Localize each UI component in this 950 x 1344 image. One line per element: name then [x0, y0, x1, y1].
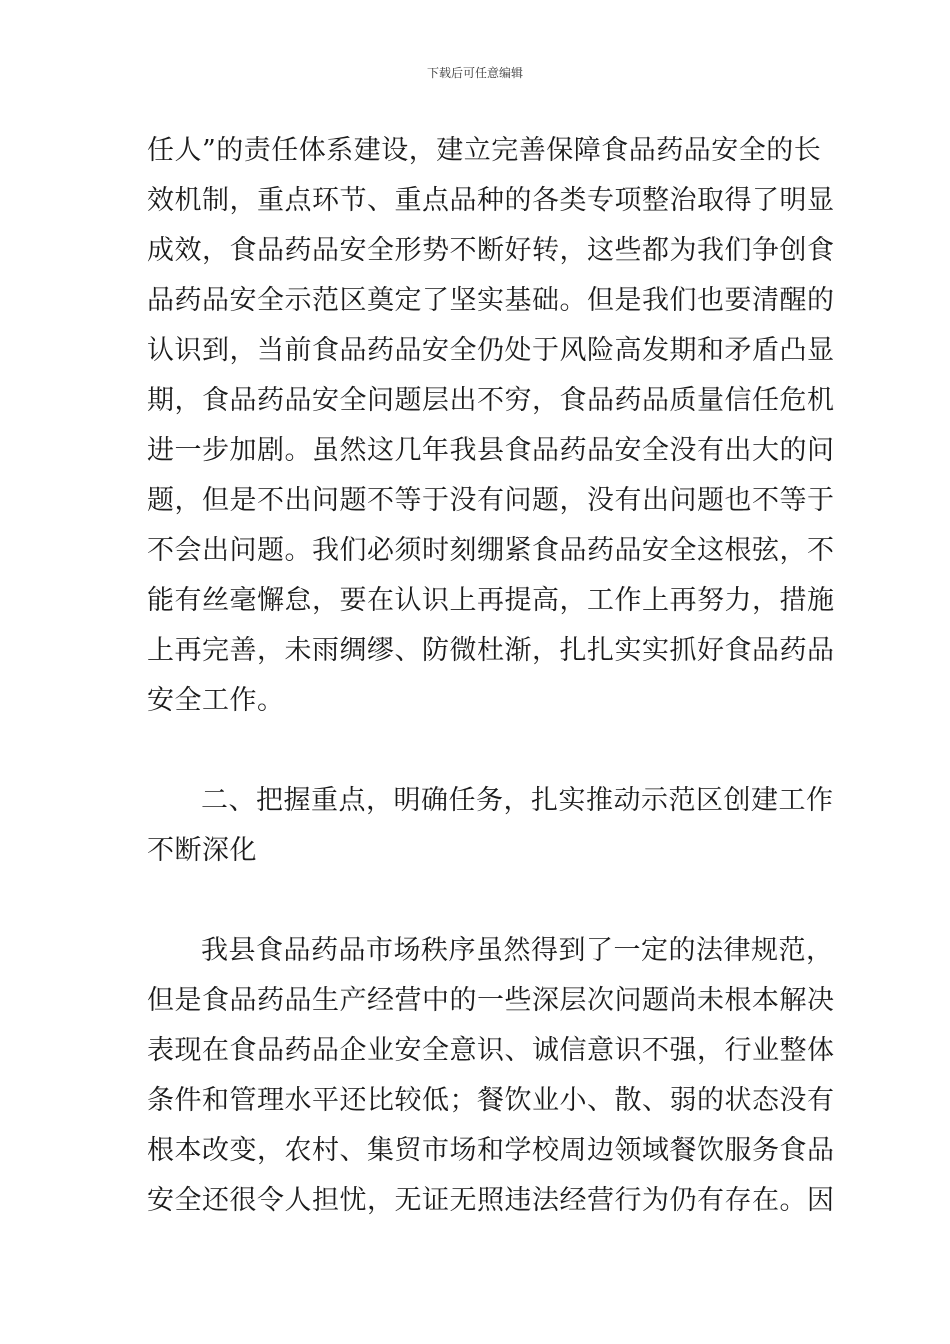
heading-line: 二、把握重点，明确任务，扎实推动示范区创建工作: [201, 785, 834, 816]
heading-line: 不断深化: [147, 835, 257, 866]
text-line: 任人”的责任体系建设，建立完善保障食品药品安全的长: [147, 135, 822, 166]
text-line: 期，食品药品安全问题层出不穷，食品药品质量信任危机: [147, 385, 835, 416]
paragraph-gap: [147, 876, 807, 926]
text-line: 成效，食品药品安全形势不断好转，这些都为我们争创食: [147, 235, 835, 266]
section-heading: [147, 776, 834, 876]
text-line: 表现在食品药品企业安全意识、诚信意识不强，行业整体: [147, 1035, 835, 1066]
text-line: 安全还很令人担忧，无证无照违法经营行为仍有存在。因: [147, 1185, 835, 1216]
document-body: [147, 126, 835, 1226]
text-line: 我县食品药品市场秩序虽然得到了一定的法律规范，: [201, 935, 834, 966]
text-line: 进一步加剧。虽然这几年我县食品药品安全没有出大的问: [147, 435, 835, 466]
text-line: 安全工作。: [147, 685, 285, 716]
text-line: 上再完善，未雨绸缪、防微杜渐，扎扎实实抓好食品药品: [147, 635, 835, 666]
text-line: 效机制，重点环节、重点品种的各类专项整治取得了明显: [147, 185, 835, 216]
text-line: 但是食品药品生产经营中的一些深层次问题尚未根本解决: [147, 985, 835, 1016]
text-line: 不会出问题。我们必须时刻绷紧食品药品安全这根弦，不: [147, 535, 835, 566]
paragraph-3: [147, 926, 835, 1226]
text-line: 品药品安全示范区奠定了坚实基础。但是我们也要清醒的: [147, 285, 835, 316]
paragraph-gap: [147, 726, 807, 776]
text-line: 题，但是不出问题不等于没有问题，没有出问题也不等于: [147, 485, 835, 516]
paragraph-1: [147, 126, 835, 726]
text-line: 认识到，当前食品药品安全仍处于风险高发期和矛盾凸显: [147, 335, 835, 366]
page-header: 下载后可任意编辑: [426, 66, 523, 80]
text-line: 条件和管理水平还比较低；餐饮业小、散、弱的状态没有: [147, 1085, 835, 1116]
text-line: 根本改变，农村、集贸市场和学校周边领域餐饮服务食品: [147, 1135, 835, 1166]
text-line: 能有丝毫懈怠，要在认识上再提高，工作上再努力，措施: [147, 585, 835, 616]
